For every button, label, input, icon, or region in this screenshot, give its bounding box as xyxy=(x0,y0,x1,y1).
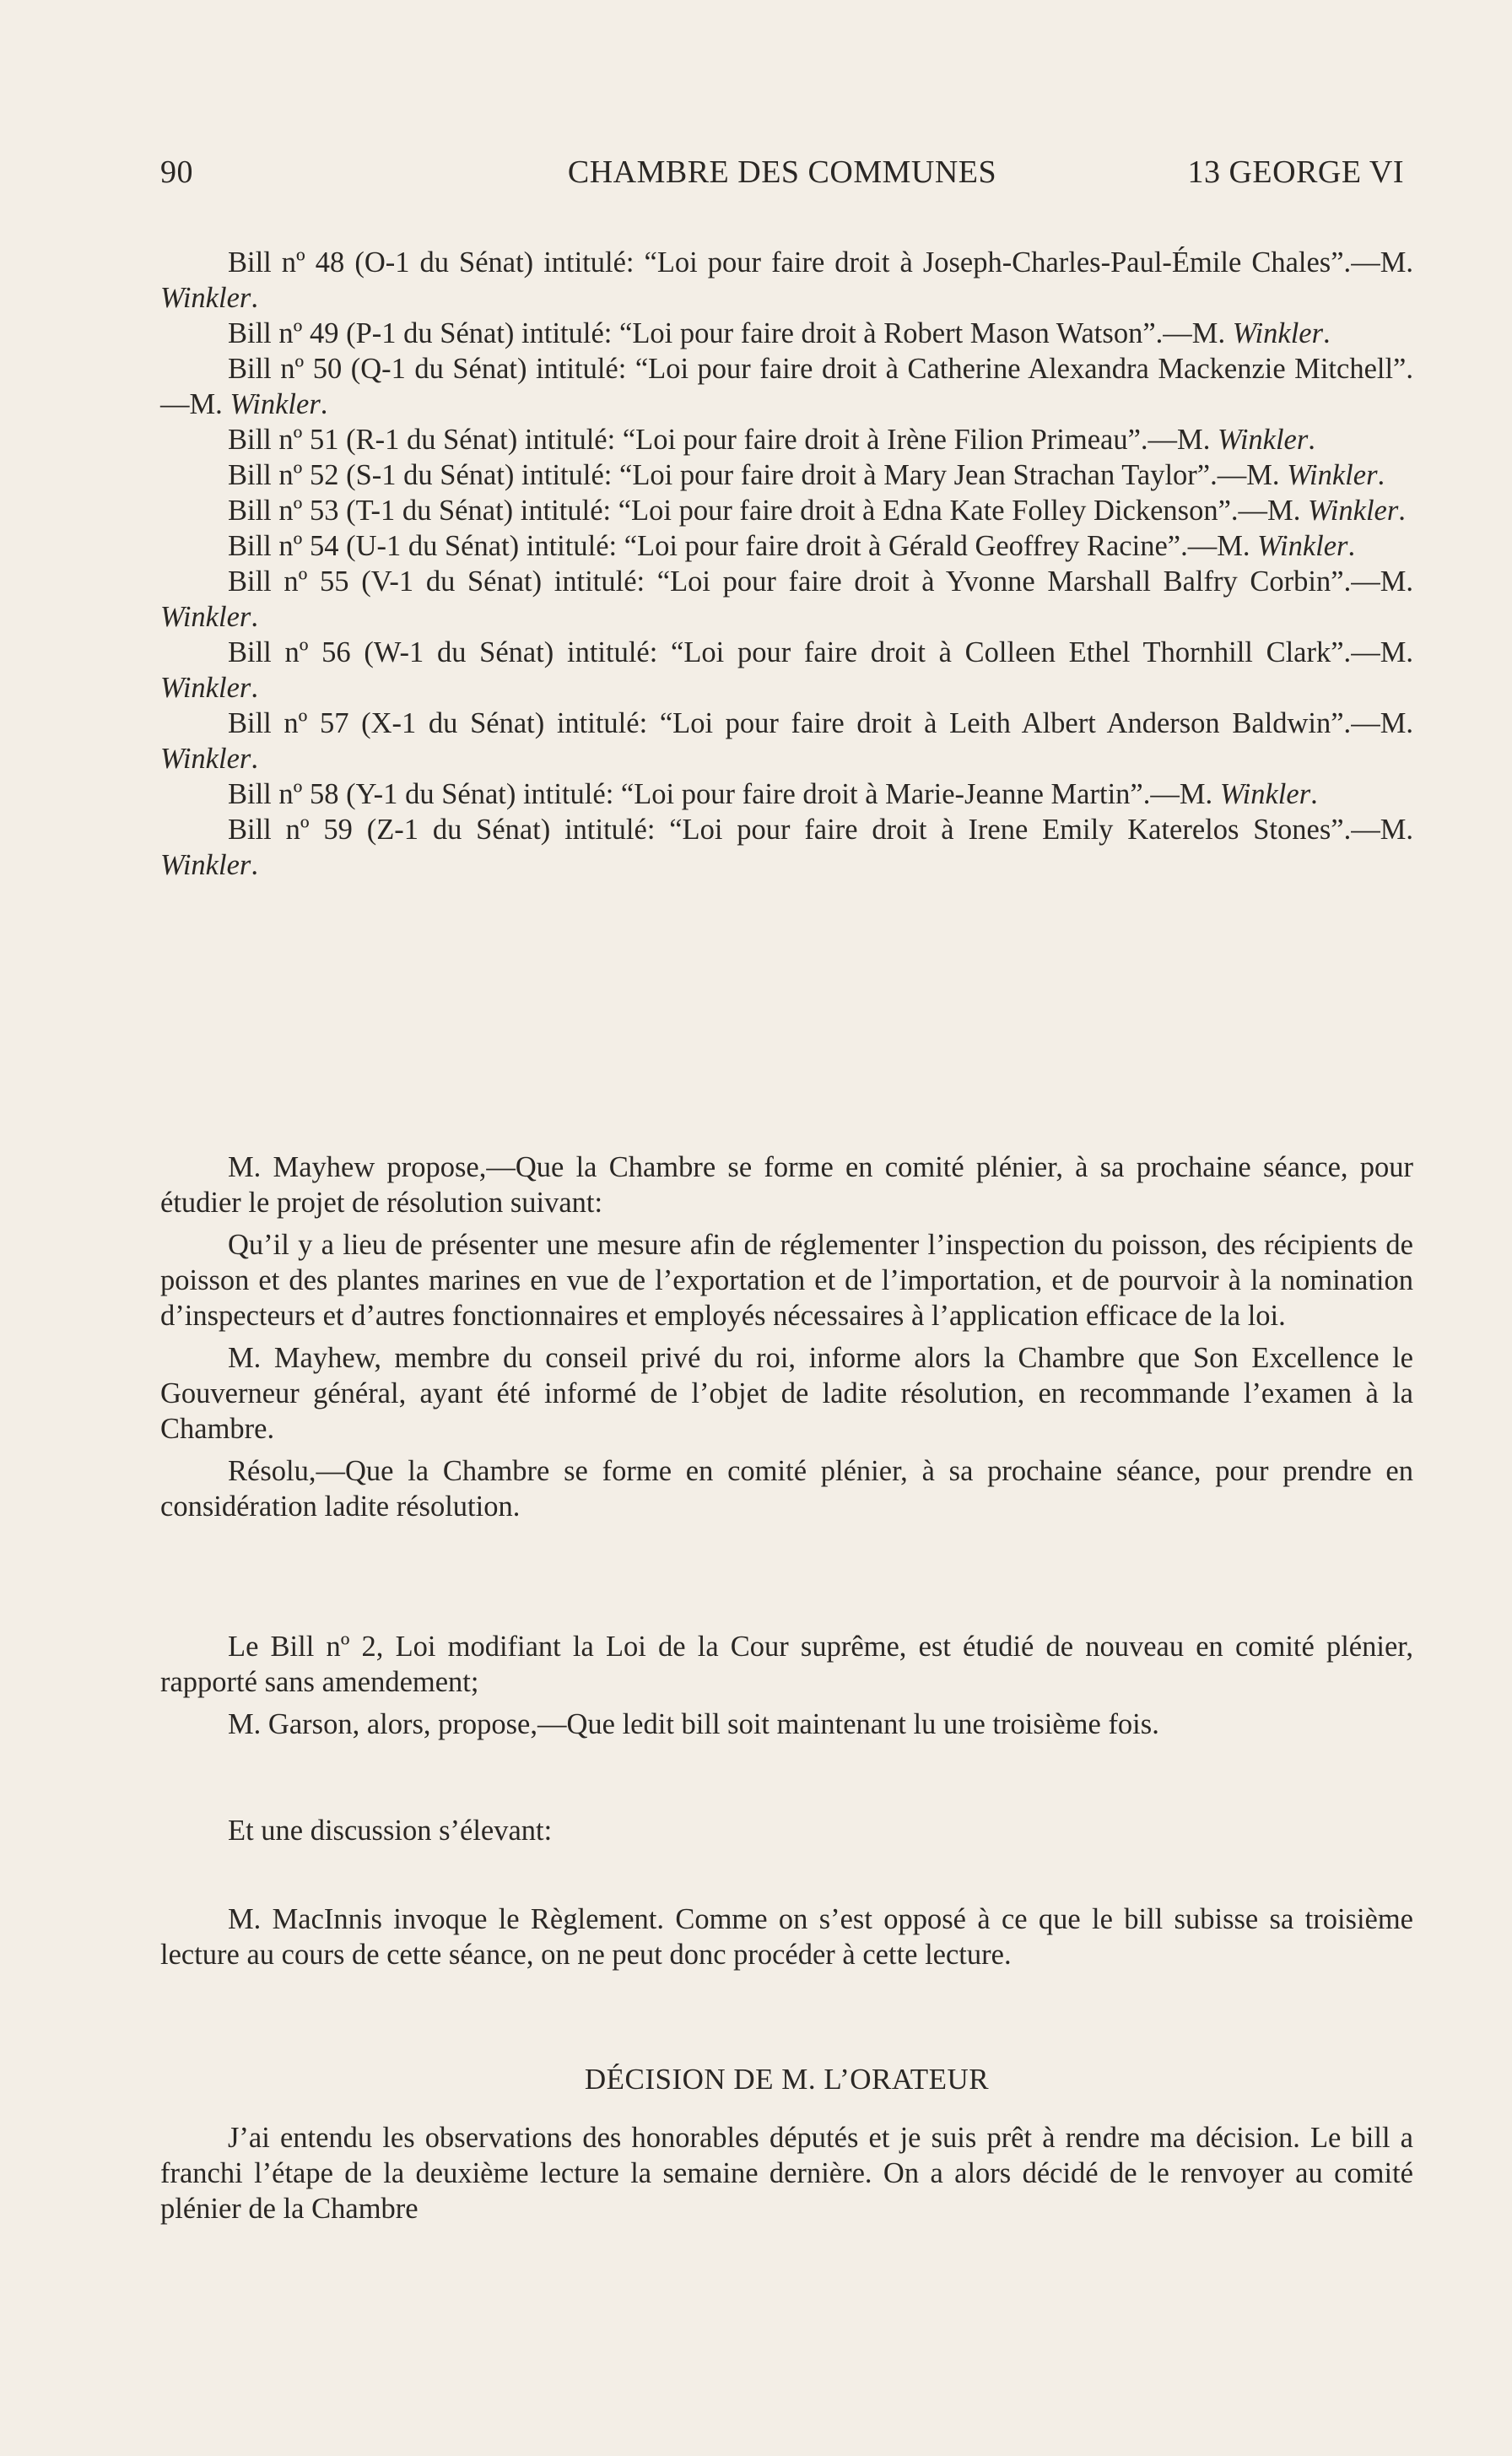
sponsor-end: . xyxy=(251,672,258,704)
discussion-paragraph: Et une discussion s’élevant: xyxy=(228,1815,553,1847)
bill-beneficiary: Mary Jean Strachan Taylor xyxy=(883,459,1197,491)
bill-title-prefix: “Loi pour faire droit à xyxy=(644,246,923,279)
bill-number: 48 xyxy=(315,246,345,279)
sponsor-prefix: —M. xyxy=(1148,424,1218,456)
page-header xyxy=(160,154,1404,196)
senate-open: ( xyxy=(346,459,356,491)
bill-prefix: Bill nº xyxy=(228,814,310,846)
bill-beneficiary: Joseph-Charles-Paul-Émile Chales xyxy=(922,246,1331,279)
sponsor-end: . xyxy=(1323,317,1331,349)
senate-suffix: du Sénat) intitulé: xyxy=(409,246,645,279)
bill-2-paragraph: Le Bill nº 2, Loi modifiant la Loi de la Cour suprême, est étudié de nouveau en comité plénier, rapporté sans amendement; xyxy=(160,1631,1413,1698)
discussion-section xyxy=(160,1813,1413,1848)
journal-title: CHAMBRE DES COMMUNES xyxy=(567,154,997,190)
bill-beneficiary: Robert Mason Watson xyxy=(883,317,1143,349)
second-bill-section xyxy=(160,1629,1413,1749)
bill-title-suffix: ”. xyxy=(1218,495,1239,527)
senate-number: P-1 xyxy=(355,317,397,349)
sponsor-end: . xyxy=(320,388,328,420)
bill-prefix: Bill nº xyxy=(228,707,308,739)
senate-suffix: du Sénat) intitulé: xyxy=(397,778,621,810)
sponsor-name: Winkler xyxy=(160,672,251,704)
bill-title-prefix: “Loi pour faire droit à xyxy=(624,530,888,562)
sponsor-name: Winkler xyxy=(160,743,251,775)
bill-title-suffix: ”. xyxy=(1331,565,1352,598)
bill-prefix: Bill nº xyxy=(228,636,309,668)
senate-suffix: du Sénat) intitulé: xyxy=(395,495,618,527)
bill-number: 53 xyxy=(309,495,339,527)
motion-section xyxy=(160,1150,1413,1531)
senate-number: V-1 xyxy=(370,565,414,598)
bill-beneficiary: Irène Filion Primeau xyxy=(887,424,1128,456)
bill-prefix: Bill nº xyxy=(228,565,308,598)
bill-title-prefix: “Loi pour faire droit à xyxy=(634,353,908,385)
sponsor-end: . xyxy=(1377,459,1385,491)
senate-suffix: du Sénat) intitulé: xyxy=(413,565,657,598)
bill-title-prefix: “Loi pour faire droit à xyxy=(620,778,886,810)
bill-entry xyxy=(160,457,1413,493)
senate-open: ( xyxy=(361,707,371,739)
bill-number: 49 xyxy=(309,317,339,349)
point-of-order-section xyxy=(160,1902,1413,1972)
senate-open: ( xyxy=(354,246,364,279)
bill-prefix: Bill nº xyxy=(228,530,303,562)
reign-year: 13 GEORGE VI xyxy=(1187,154,1404,190)
bill-entry xyxy=(160,564,1413,635)
senate-number: Q-1 xyxy=(360,353,406,385)
sponsor-name: Winkler xyxy=(230,388,321,420)
sponsor-name: Winkler xyxy=(160,849,251,881)
sponsor-prefix: —M. xyxy=(1351,636,1413,668)
bill-entry xyxy=(160,635,1413,706)
bill-entry xyxy=(160,706,1413,776)
bill-title-prefix: “Loi pour faire droit à xyxy=(671,636,965,668)
bill-title-suffix: ”. xyxy=(1331,246,1352,279)
bill-title-prefix: “Loi pour faire droit à xyxy=(619,459,884,491)
senate-number: S-1 xyxy=(355,459,397,491)
senate-open: ( xyxy=(346,778,356,810)
bill-entry xyxy=(160,812,1413,883)
sponsor-name: Winkler xyxy=(160,601,251,633)
sponsor-prefix: —M. xyxy=(160,388,230,420)
bill-title-suffix: ”. xyxy=(1196,459,1218,491)
senate-open: ( xyxy=(361,565,371,598)
bill-entry xyxy=(160,245,1413,316)
sponsor-end: . xyxy=(1347,530,1356,562)
sponsor-prefix: —M. xyxy=(1150,778,1220,810)
senate-open: ( xyxy=(364,636,374,668)
bill-prefix: Bill nº xyxy=(228,424,303,456)
sponsor-prefix: —M. xyxy=(1351,814,1414,846)
sponsor-name: Winkler xyxy=(1287,459,1378,491)
motion-paragraph: M. Mayhew propose,—Que la Chambre se forme en comité plénier, à sa prochaine séance, pour étudier le projet de résolution suivant: xyxy=(160,1151,1413,1219)
bill-title-suffix: ”. xyxy=(1393,353,1413,385)
bill-title-suffix: ”. xyxy=(1127,424,1148,456)
bill-beneficiary: Edna Kate Folley Dickenson xyxy=(882,495,1218,527)
bill-title-suffix: ”. xyxy=(1331,707,1352,739)
senate-suffix: du Sénat) intitulé: xyxy=(396,317,619,349)
senate-number: U-1 xyxy=(355,530,402,562)
bill-beneficiary: Marie-Jeanne Martin xyxy=(885,778,1131,810)
sponsor-prefix: —M. xyxy=(1187,530,1258,562)
sponsor-prefix: —M. xyxy=(1163,317,1233,349)
senate-number: W-1 xyxy=(373,636,424,668)
bill-prefix: Bill nº xyxy=(228,459,303,491)
sponsor-name: Winkler xyxy=(1219,778,1311,810)
bill-beneficiary: Irene Emily Katerelos Stones xyxy=(968,814,1331,846)
senate-number: Z-1 xyxy=(376,814,419,846)
point-of-order-paragraph: M. MacInnis invoque le Règlement. Comme on s’est opposé à ce que le bill subisse sa troisième lecture au cours de cette séance, on ne peut donc procéder à cette lecture. xyxy=(160,1903,1413,1971)
bill-title-prefix: “Loi pour faire droit à xyxy=(656,565,946,598)
bill-entry xyxy=(160,493,1413,528)
sponsor-end: . xyxy=(1398,495,1406,527)
decision-heading: DÉCISION DE M. L’ORATEUR xyxy=(584,2063,990,2096)
bill-prefix: Bill nº xyxy=(228,317,303,349)
sponsor-end: . xyxy=(251,849,258,881)
senate-number: X-1 xyxy=(370,707,417,739)
bill-list xyxy=(160,245,1413,883)
senate-open: ( xyxy=(366,814,377,846)
senate-suffix: du Sénat) intitulé: xyxy=(424,636,672,668)
senate-number: O-1 xyxy=(364,246,410,279)
sponsor-prefix: —M. xyxy=(1351,246,1413,279)
senate-number: R-1 xyxy=(355,424,400,456)
sponsor-name: Winkler xyxy=(1232,317,1324,349)
sponsor-name: Winkler xyxy=(1217,424,1309,456)
bill-title-prefix: “Loi pour faire droit à xyxy=(618,495,883,527)
senate-suffix: du Sénat) intitulé: xyxy=(399,424,623,456)
bill-beneficiary: Gérald Geoffrey Racine xyxy=(888,530,1168,562)
bill-beneficiary: Yvonne Marshall Balfry Corbin xyxy=(945,565,1331,598)
resolution-text: Qu’il y a lieu de présenter une mesure afin de réglementer l’inspection du poisson, des récipients de poisson et des plantes marines en vue de l’exportation et de l’importation, et de pourvoir à la nomination d’inspecteurs et d’autres fonctionnaires et employés nécessaires à l’application efficace de la loi. xyxy=(160,1229,1413,1332)
bill-beneficiary: Colleen Ethel Thornhill Clark xyxy=(964,636,1331,668)
bill-prefix: Bill nº xyxy=(228,246,305,279)
recommendation-paragraph: M. Mayhew, membre du conseil privé du roi, informe alors la Chambre que Son Excellence le Gouverneur général, ayant été informé de l’objet de ladite résolution, en recommande l’examen à la Chambre. xyxy=(160,1342,1413,1445)
bill-entry xyxy=(160,316,1413,351)
bill-title-suffix: ”. xyxy=(1130,778,1151,810)
bill-entry xyxy=(160,528,1413,564)
bill-number: 51 xyxy=(309,424,339,456)
senate-open: ( xyxy=(346,530,356,562)
sponsor-prefix: —M. xyxy=(1217,459,1288,491)
sponsor-end: . xyxy=(251,601,258,633)
senate-number: T-1 xyxy=(355,495,396,527)
resolved-paragraph: Résolu,—Que la Chambre se forme en comité plénier, à sa prochaine séance, pour prendre en considération ladite résolution. xyxy=(160,1455,1413,1523)
sponsor-end: . xyxy=(1310,778,1318,810)
bill-title-prefix: “Loi pour faire droit à xyxy=(669,814,969,846)
bill-entry xyxy=(160,776,1413,812)
bill-number: 55 xyxy=(320,565,349,598)
page-number: 90 xyxy=(160,154,193,190)
bill-number: 52 xyxy=(309,459,339,491)
sponsor-prefix: —M. xyxy=(1351,565,1414,598)
bill-title-suffix: ”. xyxy=(1142,317,1164,349)
sponsor-prefix: —M. xyxy=(1238,495,1308,527)
sponsor-name: Winkler xyxy=(1257,530,1348,562)
senate-suffix: du Sénat) intitulé: xyxy=(405,353,635,385)
bill-number: 54 xyxy=(309,530,339,562)
senate-open: ( xyxy=(346,424,356,456)
bill-entry xyxy=(160,422,1413,457)
senate-suffix: du Sénat) intitulé: xyxy=(418,814,670,846)
decision-section xyxy=(160,2120,1413,2226)
bill-title-prefix: “Loi pour faire droit à xyxy=(659,707,950,739)
bill-title-prefix: “Loi pour faire droit à xyxy=(622,424,888,456)
senate-suffix: du Sénat) intitulé: xyxy=(401,530,624,562)
sponsor-prefix: —M. xyxy=(1351,707,1413,739)
bill-beneficiary: Catherine Alexandra Mackenzie Mitchell xyxy=(907,353,1394,385)
bill-entry xyxy=(160,351,1413,422)
senate-open: ( xyxy=(350,353,361,385)
bill-prefix: Bill nº xyxy=(228,778,303,810)
bill-number: 56 xyxy=(321,636,351,668)
bill-number: 59 xyxy=(323,814,353,846)
sponsor-name: Winkler xyxy=(1307,495,1399,527)
sponsor-end: . xyxy=(251,743,258,775)
sponsor-end: . xyxy=(1308,424,1315,456)
garson-motion-paragraph: M. Garson, alors, propose,—Que ledit bill soit maintenant lu une troisième fois. xyxy=(228,1708,1159,1740)
bill-number: 58 xyxy=(309,778,339,810)
senate-open: ( xyxy=(346,317,356,349)
bill-title-suffix: ”. xyxy=(1331,814,1352,846)
bill-title-prefix: “Loi pour faire droit à xyxy=(619,317,884,349)
bill-number: 57 xyxy=(320,707,349,739)
bill-number: 50 xyxy=(312,353,343,385)
bill-title-suffix: ”. xyxy=(1331,636,1352,668)
sponsor-end: . xyxy=(251,282,258,314)
bill-title-suffix: ”. xyxy=(1167,530,1188,562)
bill-prefix: Bill nº xyxy=(228,353,305,385)
senate-suffix: du Sénat) intitulé: xyxy=(396,459,619,491)
senate-number: Y-1 xyxy=(355,778,398,810)
decision-paragraph: J’ai entendu les observations des honorables députés et je suis prêt à rendre ma décision. Le bill a franchi l’étape de la deuxième lecture la semaine dernière. On a alors décidé de le renvoyer au comité plénier de la Chambre xyxy=(160,2122,1413,2225)
senate-open: ( xyxy=(346,495,356,527)
sponsor-name: Winkler xyxy=(160,282,251,314)
bill-beneficiary: Leith Albert Anderson Baldwin xyxy=(949,707,1331,739)
senate-suffix: du Sénat) intitulé: xyxy=(416,707,660,739)
bill-prefix: Bill nº xyxy=(228,495,303,527)
